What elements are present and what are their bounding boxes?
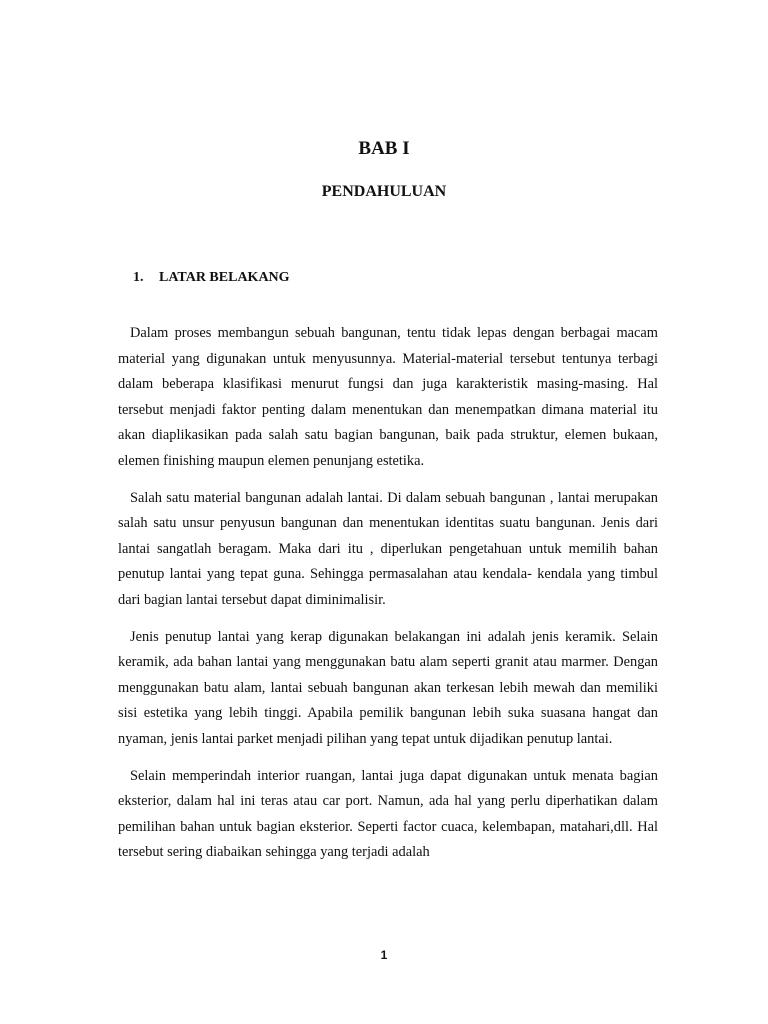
chapter-title: PENDAHULUAN bbox=[321, 183, 447, 200]
section-heading bbox=[133, 270, 290, 286]
paragraph: Dalam proses membangun sebuah bangunan, tentu tidak lepas dengan berbagai macam material yang digunakan untuk menyusunnya. Material-material tersebut tentunya terbagi dalam beberapa klasifikasi menurut fungsi dan juga karakteristik masing-masing. Hal tersebut menjadi faktor penting dalam menentukan dan menempatkan dimana material itu akan diaplikasikan pada salah satu bagian bangunan, baik pada struktur, elemen bukaan, elemen finishing maupun elemen penunjang estetika. bbox=[118, 325, 658, 469]
section-title: LATAR BELAKANG bbox=[159, 270, 290, 285]
section-number: 1. bbox=[133, 270, 144, 285]
body-text bbox=[118, 321, 658, 877]
paragraph: Selain memperindah interior ruangan, lantai juga dapat digunakan untuk menata bagian eksterior, dalam hal ini teras atau car port. Namun, ada hal yang perlu diperhatikan dalam pemilihan bahan untuk bagian eksterior. Seperti factor cuaca, kelembapan, matahari,dll. Hal tersebut sering diabaikan sehingga yang terjadi adalah bbox=[118, 767, 658, 861]
chapter-heading: BAB I bbox=[358, 138, 410, 159]
paragraph: Jenis penutup lantai yang kerap digunakan belakangan ini adalah jenis keramik. Selain keramik, ada bahan lantai yang menggunakan batu alam seperti granit atau marmer. Dengan menggunakan batu alam, lantai sebuah bangunan akan terkesan lebih mewah dan memiliki sisi estetika yang lebih tinggi. Apabila pemilik bangunan lebih suka suasana hangat dan nyaman, jenis lantai parket menjadi pilihan yang tepat untuk dijadikan penutup lantai. bbox=[118, 628, 658, 747]
paragraph: Salah satu material bangunan adalah lantai. Di dalam sebuah bangunan , lantai merupakan salah satu unsur penyusun bangunan dan menentukan identitas suatu bangunan. Jenis dari lantai sangatlah beragam. Maka dari itu , diperlukan pengetahuan untuk memilih bahan penutup lantai yang tepat guna. Sehingga permasalahan atau kendala- kendala yang timbul dari bagian lantai tersebut dapat diminimalisir. bbox=[118, 489, 658, 608]
page-number: 1 bbox=[380, 948, 388, 962]
